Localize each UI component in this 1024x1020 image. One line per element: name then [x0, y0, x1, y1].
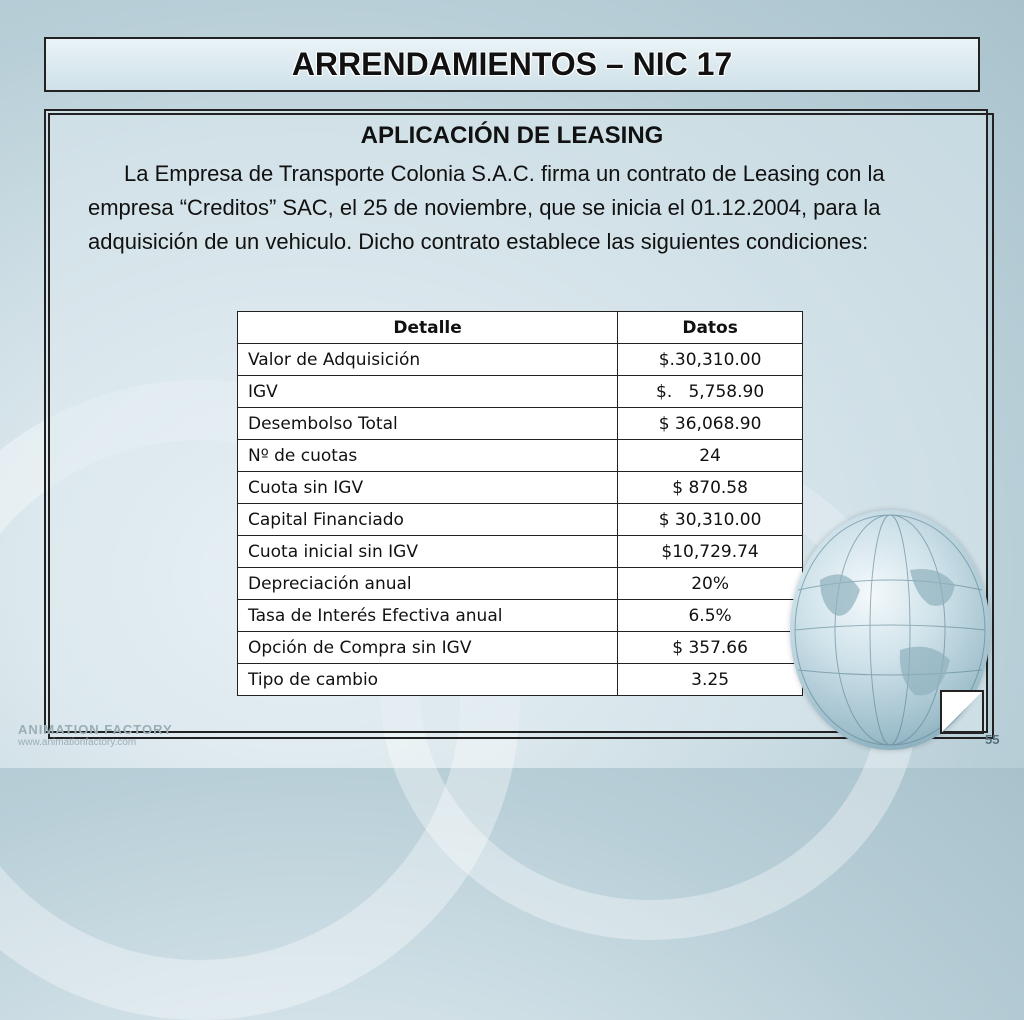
table-row	[238, 472, 803, 504]
row-value: $.30,310.00	[618, 344, 803, 376]
watermark-brand: ANIMATION FACTORY	[18, 722, 173, 737]
row-label: Opción de Compra sin IGV	[238, 632, 618, 664]
row-label: IGV	[238, 376, 618, 408]
row-value: 3.25	[618, 664, 803, 696]
watermark-url: www.animationfactory.com	[18, 737, 137, 748]
row-value: 20%	[618, 568, 803, 600]
row-value: 6.5%	[618, 600, 803, 632]
table-row	[238, 536, 803, 568]
row-label: Nº de cuotas	[238, 440, 618, 472]
table-row	[238, 504, 803, 536]
conditions-table	[237, 311, 803, 696]
column-header-detalle: Detalle	[238, 312, 618, 344]
row-value: $10,729.74	[618, 536, 803, 568]
title-bar	[44, 37, 980, 92]
slide-title: ARRENDAMIENTOS – NIC 17	[291, 46, 733, 82]
table-row	[238, 664, 803, 696]
table-row	[238, 376, 803, 408]
page-number: 55	[985, 732, 1000, 747]
table-row	[238, 632, 803, 664]
row-value: $ 870.58	[618, 472, 803, 504]
table-row	[238, 408, 803, 440]
row-label: Depreciación anual	[238, 568, 618, 600]
table-row	[238, 344, 803, 376]
row-label: Desembolso Total	[238, 408, 618, 440]
row-label: Tasa de Interés Efectiva anual	[238, 600, 618, 632]
row-label: Capital Financiado	[238, 504, 618, 536]
row-value: $ 30,310.00	[618, 504, 803, 536]
row-label: Valor de Adquisición	[238, 344, 618, 376]
table-row	[238, 440, 803, 472]
row-label: Cuota inicial sin IGV	[238, 536, 618, 568]
description-paragraph: La Empresa de Transporte Colonia S.A.C. firma un contrato de Leasing con la empresa “Creditos” SAC, el 25 de noviembre, que se inicia el 01.12.2004, para la adquisición de un vehiculo. Dicho contrato establece las siguientes condiciones:	[88, 161, 885, 254]
row-label: Cuota sin IGV	[238, 472, 618, 504]
watermark	[18, 722, 173, 748]
row-value: 24	[618, 440, 803, 472]
row-label: Tipo de cambio	[238, 664, 618, 696]
table-header-row	[238, 312, 803, 344]
row-value: $ 36,068.90	[618, 408, 803, 440]
row-value: $ 357.66	[618, 632, 803, 664]
page-curl-icon	[940, 690, 984, 734]
column-header-datos: Datos	[618, 312, 803, 344]
slide-subtitle: APLICACIÓN DE LEASING	[360, 122, 664, 149]
table-row	[238, 568, 803, 600]
table-row	[238, 600, 803, 632]
row-value: $. 5,758.90	[618, 376, 803, 408]
